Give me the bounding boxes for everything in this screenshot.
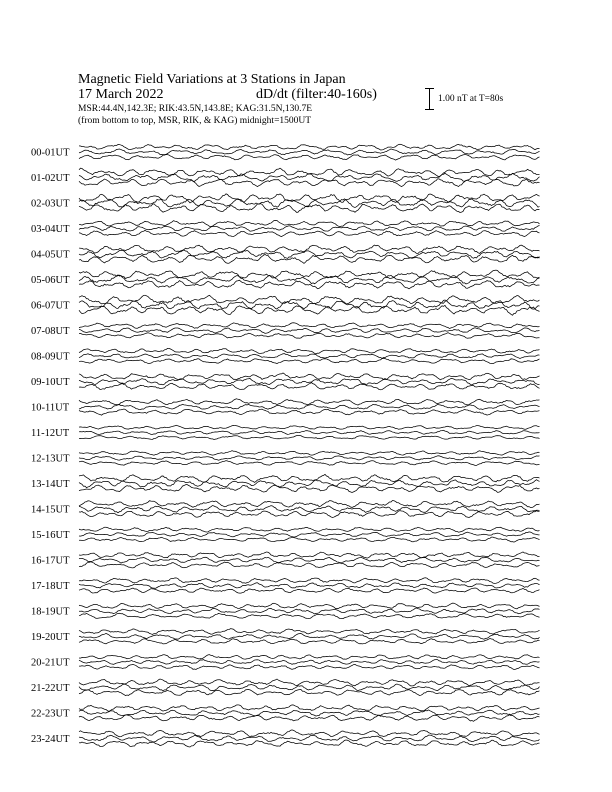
trace-msr [79,179,540,187]
trace-rik [79,710,540,716]
hour-label: 17-18UT [31,581,70,592]
trace-kag [79,629,540,635]
chart-title: Magnetic Field Variations at 3 Stations in Japan [78,72,346,87]
trace-rik [79,532,540,537]
trace-rik [79,300,540,309]
trace-msr [79,485,540,493]
trace-msr [79,537,540,542]
hour-label: 06-07UT [31,300,70,312]
trace-kag [79,373,540,380]
trace-kag [79,425,540,429]
trace-kag [79,730,540,737]
hour-label: 21-22UT [31,683,70,694]
hour-label: 07-08UT [31,326,70,337]
trace-kag [79,451,540,455]
trace-msr [79,154,540,160]
trace-rik [79,660,540,665]
trace-kag [79,144,540,150]
stations-text: MSR:44.4N,142.3E; RIK:43.5N,143.8E; KAG:31.5N,130.7E [78,104,313,114]
trace-rik [79,557,540,563]
trace-kag [79,501,540,508]
trace-kag [79,270,540,278]
hour-label: 12-13UT [31,453,70,465]
hour-label: 18-19UT [31,606,70,618]
trace-rik [79,583,540,589]
trace-kag [79,705,540,711]
hour-label: 22-23UT [31,708,70,720]
hour-label: 01-02UT [31,173,70,184]
hour-label: 09-10UT [31,377,70,388]
trace-rik [79,354,540,359]
trace-msr [79,305,540,315]
hour-label: 00-01UT [31,147,70,159]
trace-rik [79,173,540,181]
trace-kag [79,348,540,353]
trace-msr [79,588,540,593]
trace-kag [79,474,540,482]
trace-rik [79,430,540,434]
trace-kag [79,323,540,329]
trace-rik [79,225,540,231]
hour-label: 15-16UT [31,530,70,541]
trace-msr [79,358,540,363]
trace-rik [79,506,540,513]
hour-label: 23-24UT [31,734,70,745]
trace-kag [79,194,540,203]
trace-msr [79,409,540,415]
trace-rik [79,633,540,639]
trace-kag [79,399,540,405]
trace-msr [79,613,540,618]
trace-kag [79,578,540,584]
date-text: 17 March 2022 [78,87,164,102]
trace-kag [79,603,540,609]
hour-label: 16-17UT [31,555,70,567]
trace-msr [79,562,540,568]
trace-msr [79,689,540,695]
hour-label: 13-14UT [31,479,70,490]
trace-msr [79,461,540,466]
hour-label: 08-09UT [31,351,70,363]
hour-label: 03-04UT [31,224,70,235]
hour-label: 19-20UT [31,632,70,643]
trace-msr [79,333,540,339]
trace-kag [79,552,540,558]
trace-msr [79,230,540,236]
trace-rik [79,149,540,155]
filter-text: dD/dt (filter:40-160s) [256,87,377,102]
trace-kag [79,527,540,532]
trace-msr [79,715,540,721]
trace-msr [79,639,540,644]
hour-label: 11-12UT [31,428,70,439]
scale-bar-label: 1.00 nT at T=80s [438,94,504,104]
trace-msr [79,664,540,669]
trace-rik [79,735,540,742]
hour-label: 10-11UT [31,402,70,414]
hour-label: 02-03UT [31,198,70,210]
hour-label: 05-06UT [31,275,70,286]
trace-kag [79,220,540,226]
trace-kag [79,655,540,660]
trace-msr [79,383,540,390]
hour-label: 14-15UT [31,504,70,516]
order-text: (from bottom to top, MSR, RIK, & KAG) midnight=1500UT [78,116,312,126]
trace-rik [79,480,540,488]
trace-kag [79,245,540,253]
trace-kag [79,295,540,304]
trace-rik [79,404,540,409]
hour-label: 20-21UT [31,657,70,669]
trace-kag [79,679,540,686]
trace-rik [79,608,540,614]
trace-rik [79,456,540,460]
trace-msr [79,435,540,439]
hour-label: 04-05UT [31,249,70,261]
